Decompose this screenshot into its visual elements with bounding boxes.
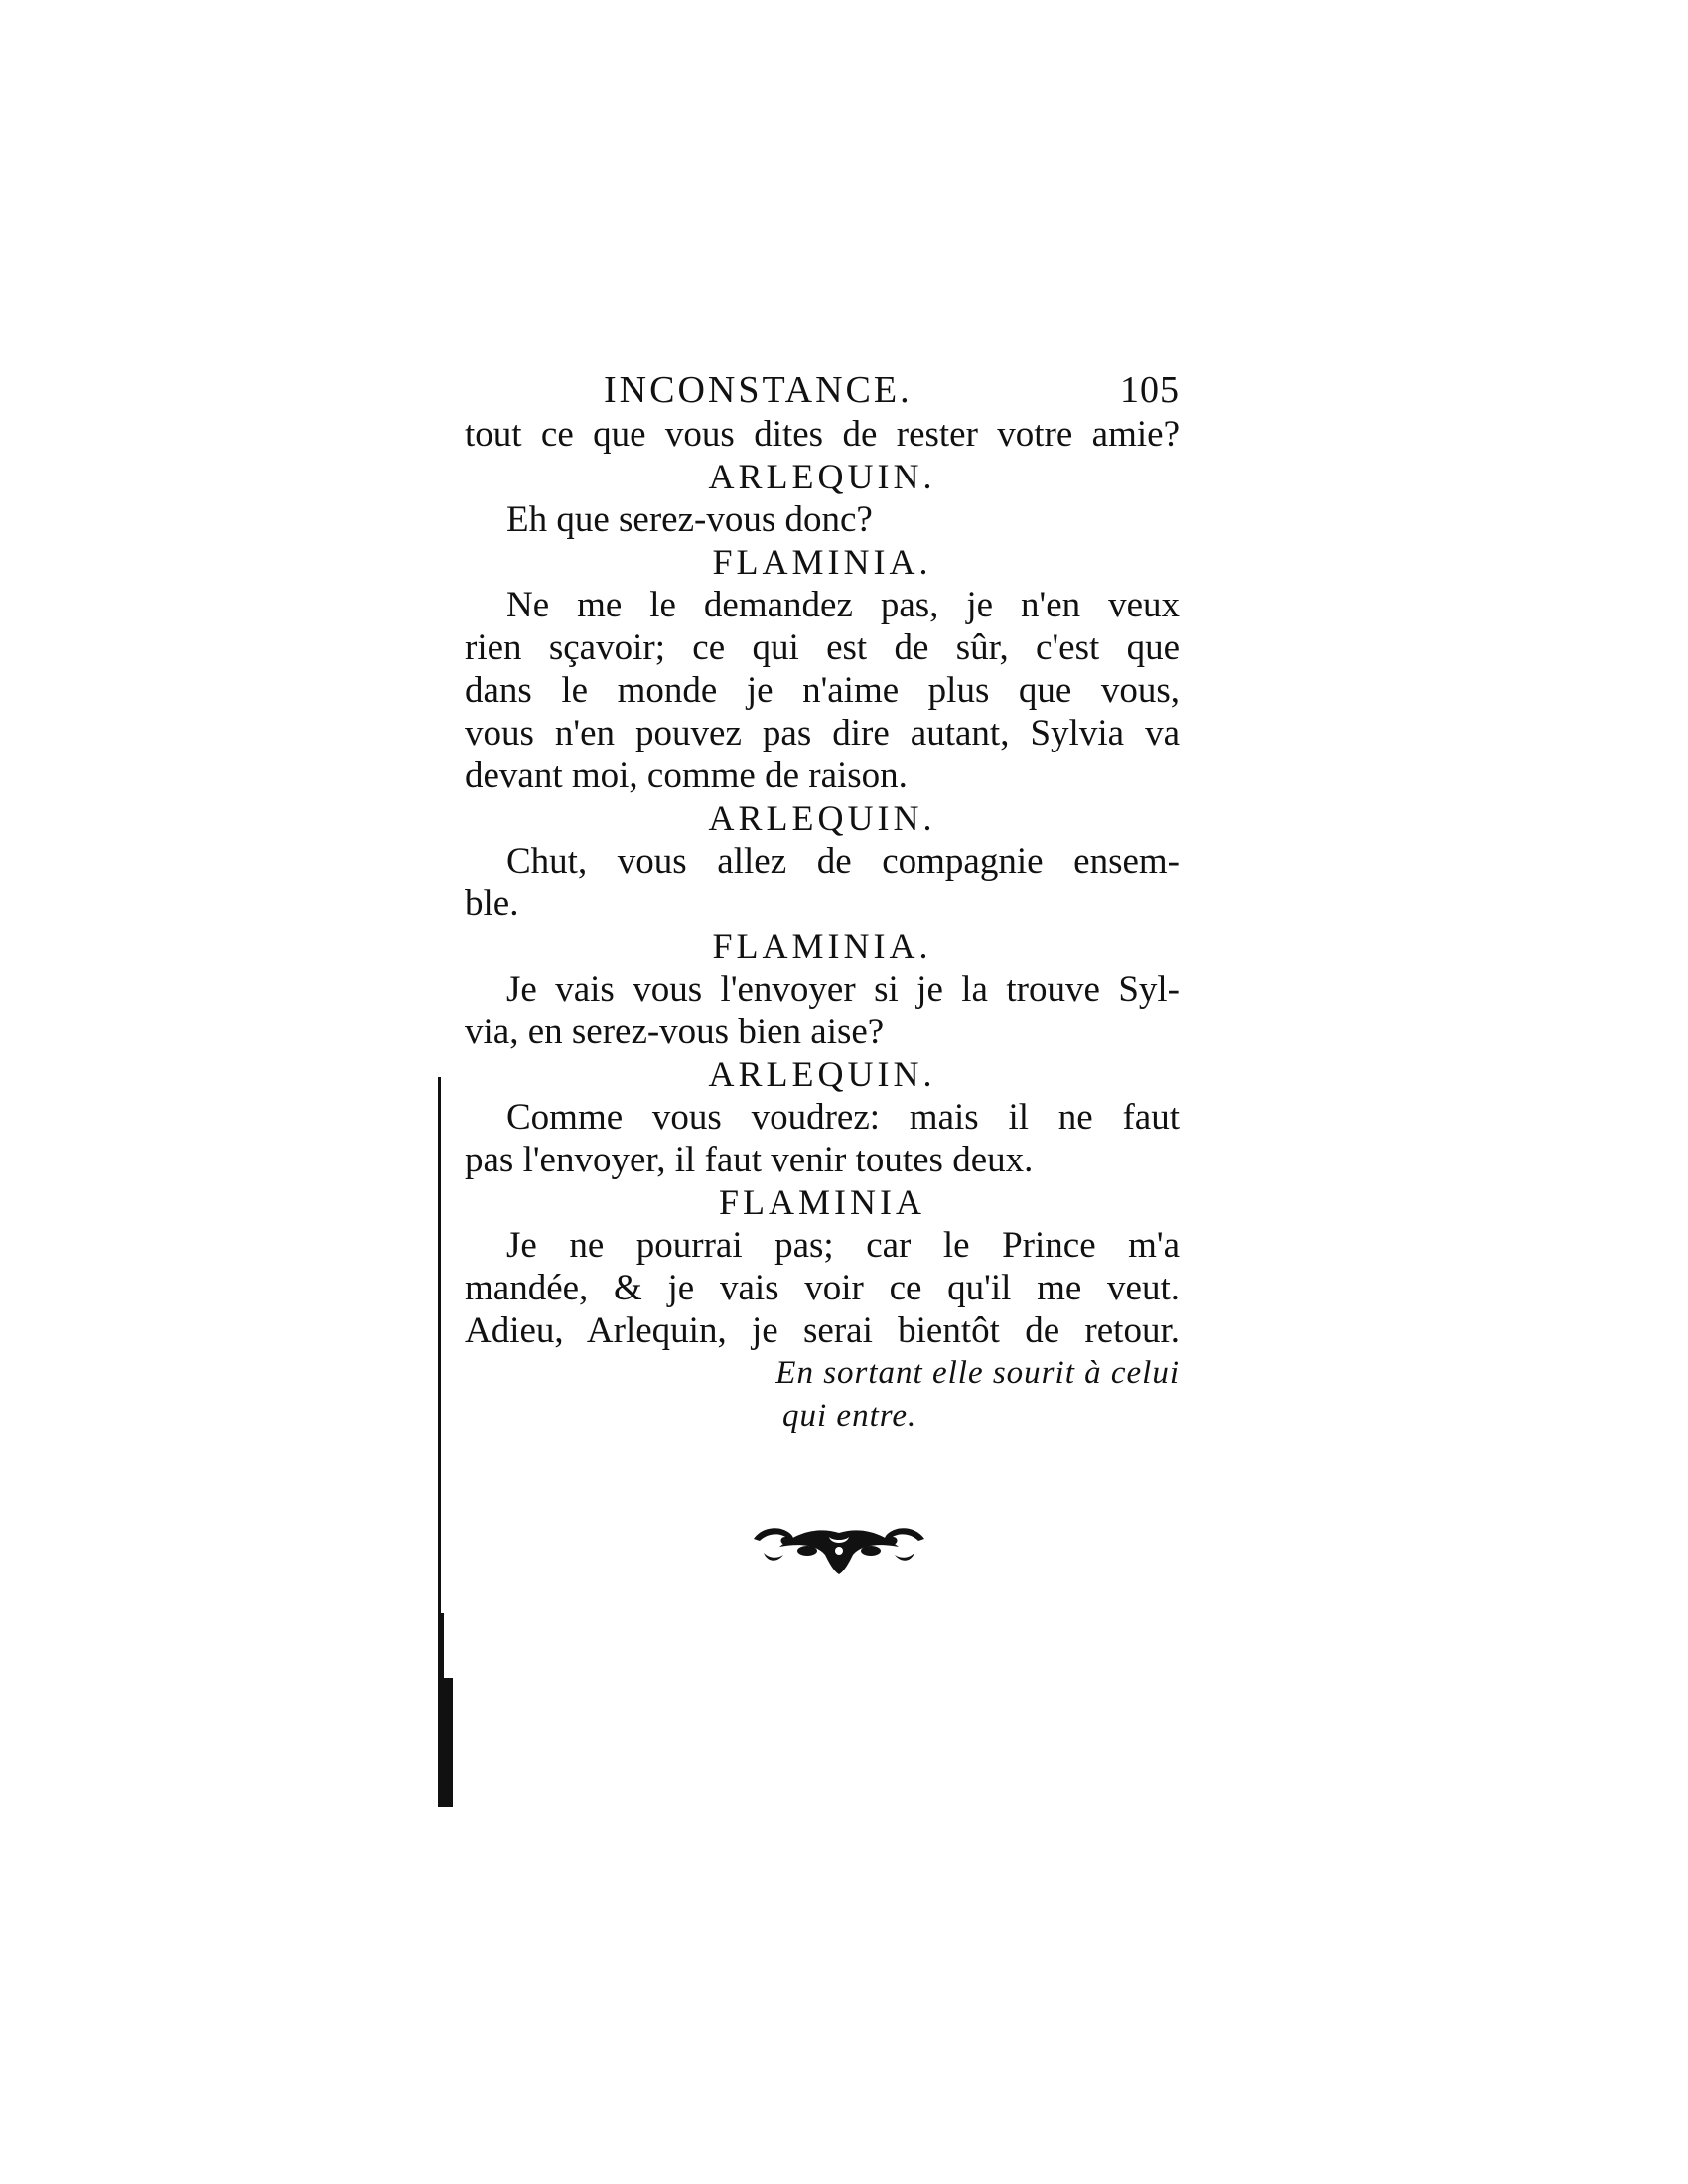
speaker-name: ARLEQUIN.: [708, 1054, 936, 1094]
text-line: Comme vous voudrez: mais il ne faut: [506, 1097, 1180, 1138]
speaker-name: FLAMINIA: [719, 1182, 925, 1222]
page-edge-shadow-mid: [438, 1613, 444, 1683]
page-edge-shadow: [438, 1077, 441, 1618]
speaker-name: FLAMINIA.: [712, 926, 932, 966]
text-line: vous n'en pouvez pas dire autant, Sylvia va: [465, 713, 1180, 753]
text-line: Je ne pourrai pas; car le Prince m'a: [506, 1225, 1180, 1266]
text-block: [465, 369, 1180, 1437]
running-title: INCONSTANCE.: [604, 369, 913, 411]
speaker-name: FLAMINIA.: [712, 542, 932, 582]
speaker-name: ARLEQUIN.: [708, 798, 936, 838]
text-line: Chut, vous allez de compagnie ensem-: [506, 841, 1180, 882]
text-line: devant moi, comme de raison.: [465, 755, 908, 796]
stage-direction: En sortant elle sourit à celui: [775, 1355, 1180, 1391]
text-line: dans le monde je n'aime plus que vous,: [465, 670, 1180, 711]
text-line: via, en serez-vous bien aise?: [465, 1012, 885, 1052]
running-header: [465, 369, 1180, 413]
speaker-name: ARLEQUIN.: [708, 457, 936, 496]
text-line: mandée, & je vais voir ce qu'il me veut.: [465, 1268, 1180, 1308]
fleuron-ornament-icon: [750, 1517, 928, 1576]
text-line: tout ce que vous dites de rester votre amie?: [465, 414, 1180, 455]
text-line: rien sçavoir; ce qui est de sûr, c'est que: [465, 627, 1180, 668]
page-number: 105: [1120, 369, 1180, 411]
stage-direction: qui entre.: [782, 1398, 917, 1433]
text-line: Ne me le demandez pas, je n'en veux: [506, 585, 1180, 625]
text-line: pas l'envoyer, il faut venir toutes deux.: [465, 1140, 1034, 1180]
text-line: Eh que serez-vous donc?: [506, 499, 873, 540]
text-line: ble.: [465, 884, 519, 924]
page-edge-shadow-dark: [438, 1678, 453, 1807]
text-line: Adieu, Arlequin, je serai bientôt de retour.: [465, 1310, 1180, 1351]
text-line: Je vais vous l'envoyer si je la trouve Syl-: [506, 969, 1180, 1010]
